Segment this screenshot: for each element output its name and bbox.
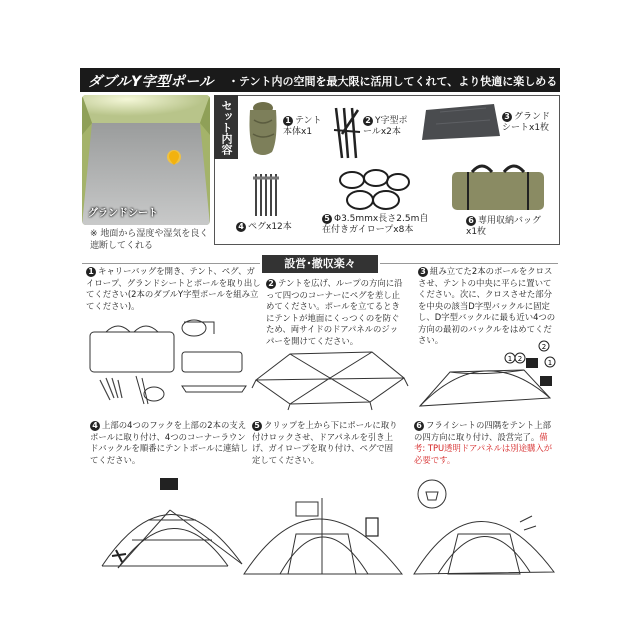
step-3-marker-d: 1 (547, 359, 553, 367)
photo-caption: ※ 地面から湿度や湿気を良く遮断してくれる (90, 229, 209, 251)
step-6-text (414, 420, 556, 466)
step-4-text (90, 420, 250, 466)
setup-section-title: 設営･撤収楽々 (262, 255, 378, 273)
step-3-illustration (414, 336, 560, 414)
set-item-5-label: Φ3.5mmx長さ2.5m自在付きガイロープx8本 (322, 214, 429, 235)
step-1-illustration (86, 318, 262, 410)
set-item-4-number: 4 (236, 222, 246, 232)
set-item-1-label: テント本体x1 (283, 116, 322, 137)
storage-bag-image (448, 162, 548, 214)
step-6-number: 6 (414, 421, 424, 431)
set-item-6-number: 6 (466, 216, 476, 226)
step-6-label: フライシートの四隅をテント上部の四方向に取り付け、設営完了。 (414, 420, 551, 442)
set-item-5 (322, 214, 432, 236)
step-2-text (266, 278, 406, 347)
set-item-2-number: 2 (363, 116, 373, 126)
step-2-label: テントを広げ、ループの方向に沿って四つのコーナーにペグを差し止めてください。ポールを立てるときにテントが地面にくっつくのを防ぐため、両サイドのドアパネルのジッパーを開けてください。 (266, 278, 403, 346)
y-poles-image (330, 104, 364, 162)
step-6-illustration (408, 470, 560, 580)
ground-sheet-badge: グランドシート (88, 208, 158, 219)
banner-subtitle: ・テント内の空間を最大限に活用してくれて、より快適に楽しめる (228, 75, 558, 88)
set-contents-label: セット内容 (214, 95, 238, 159)
step-2-number: 2 (266, 279, 276, 289)
step-4-number: 4 (90, 421, 100, 431)
set-item-4-label: ペグx12本 (248, 222, 292, 232)
set-item-3 (502, 112, 556, 134)
set-item-6 (466, 216, 546, 238)
tent-body-image (244, 100, 282, 158)
header-banner (80, 68, 560, 92)
step-1-text (86, 266, 262, 312)
guy-ropes-image (336, 166, 412, 214)
set-item-1-number: 1 (283, 116, 293, 126)
step-2-illustration (250, 344, 410, 412)
set-item-5-number: 5 (322, 214, 332, 224)
section-divider-right (380, 263, 558, 264)
step-5-number: 5 (252, 421, 262, 431)
step-1-number: 1 (86, 267, 96, 277)
step-6-note: 備考: TPU透明ドアパネルは別途購入が必要です。 (414, 431, 553, 465)
step-5-illustration (236, 474, 410, 580)
step-3-marker-a: 1 (507, 355, 513, 363)
step-1-label: キャリーバッグを開き、テント、ペグ、ガイロープ、グランドシートとポールを取り出してください(2本のダブルY字型ポールを組み立てください)。 (86, 266, 261, 311)
step-3-number: 3 (418, 267, 428, 277)
pegs-image (250, 170, 284, 220)
step-3-label: 組み立てた2本のポールをクロスさせ、テントの中央に平らに置いてください。次に、クロスさせた部分を中央の該当D字型バックルに固定し、D字型バックルに最も近い4つの方向の最初のバックルをはめてください。 (418, 266, 556, 345)
set-item-2 (363, 116, 409, 138)
set-item-4 (236, 222, 296, 233)
step-5-text (252, 420, 398, 466)
section-divider-left (82, 263, 260, 264)
step-3-marker-c: 2 (541, 343, 547, 351)
banner-title: ダブルY字型ポール (88, 74, 214, 90)
step-4-label: 上部の4つのフックを上部の2本の支えポールに取り付け、4つのコーナーラウンドバックルを順番にテントポールに連結してください。 (90, 420, 249, 465)
set-item-3-label: グランドシートx1枚 (502, 112, 551, 133)
step-5-label: クリップを上から下にポールに取り付けロックさせ、ドアパネルを引き上げ、ガイロープを取り付け、ペグで固定してください。 (252, 420, 398, 465)
set-item-6-label: 専用収納バッグx1枚 (466, 216, 542, 237)
set-item-3-number: 3 (502, 112, 512, 122)
ground-sheet-image (420, 100, 502, 144)
set-item-2-label: Y字型ポールx2本 (363, 116, 408, 137)
step-4-illustration (92, 470, 252, 580)
step-3-text (418, 266, 556, 347)
step-3-marker-b: 2 (517, 355, 523, 363)
set-item-1 (283, 116, 329, 138)
